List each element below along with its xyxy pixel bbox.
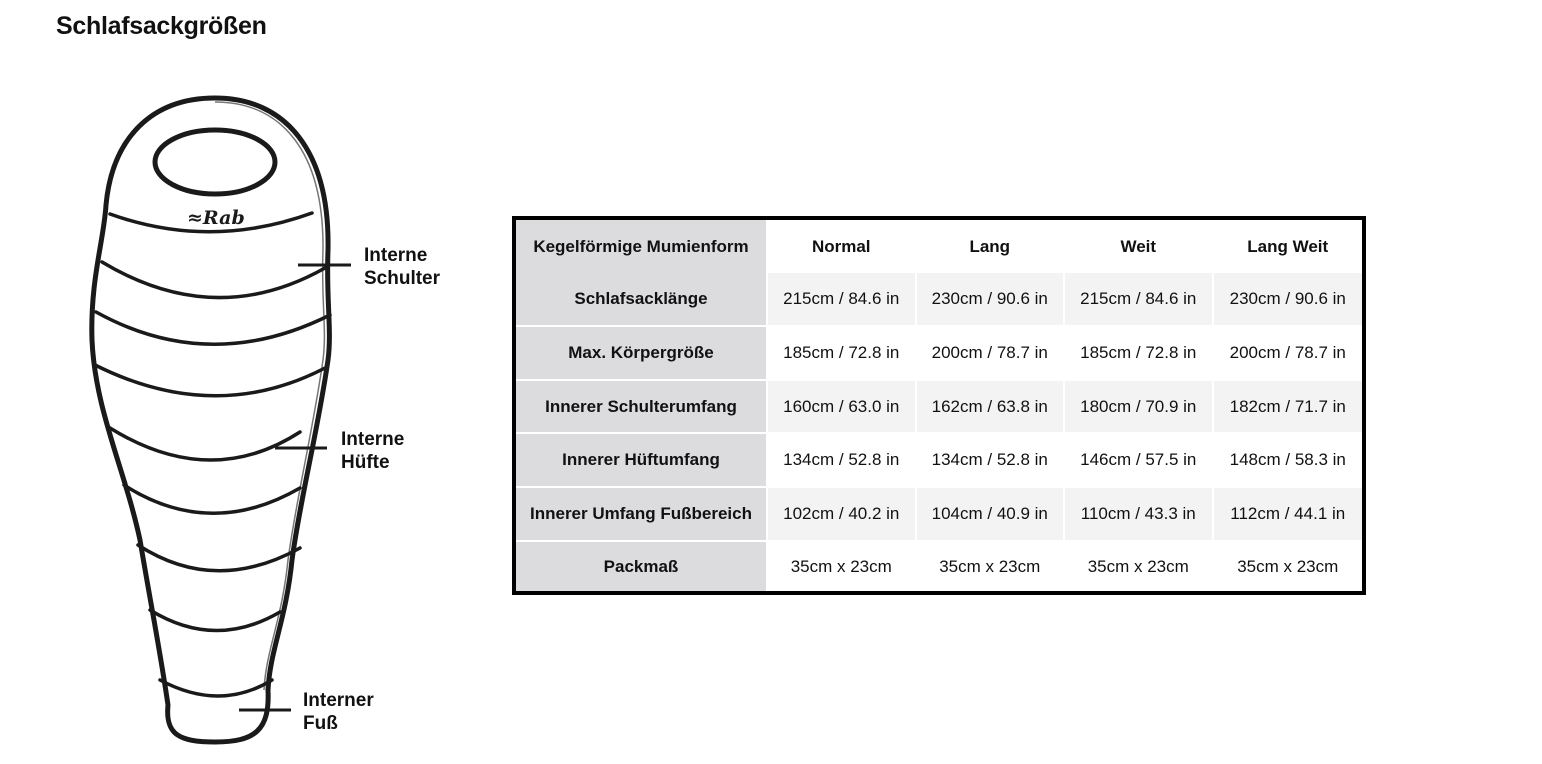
row-label: Innerer Hüftumfang bbox=[516, 434, 768, 488]
callout-hip-line2: Hüfte bbox=[341, 452, 390, 473]
table-cell: 134cm / 52.8 in bbox=[768, 434, 917, 488]
table-row bbox=[516, 542, 1362, 591]
table-cell: 112cm / 44.1 in bbox=[1214, 488, 1363, 542]
brand-logo: ≈Rab bbox=[187, 207, 245, 229]
table-cell: 230cm / 90.6 in bbox=[1214, 273, 1363, 327]
table-cell: 148cm / 58.3 in bbox=[1214, 434, 1363, 488]
callout-foot bbox=[303, 689, 374, 735]
table-cell: 185cm / 72.8 in bbox=[1065, 327, 1214, 381]
table-cell: 230cm / 90.6 in bbox=[917, 273, 1066, 327]
sleeping-bag-diagram bbox=[0, 0, 470, 764]
callout-hip bbox=[341, 428, 404, 474]
row-label: Schlafsacklänge bbox=[516, 273, 768, 327]
table-cell: 35cm x 23cm bbox=[768, 542, 917, 591]
row-label: Packmaß bbox=[516, 542, 768, 591]
table-corner-header: Kegelförmige Mumienform bbox=[516, 220, 768, 273]
callout-hip-line1: Interne bbox=[341, 429, 405, 450]
size-table-container bbox=[512, 216, 1366, 595]
table-row bbox=[516, 327, 1362, 381]
table-cell: 134cm / 52.8 in bbox=[917, 434, 1066, 488]
page-title: Schlafsackgrößen bbox=[56, 12, 267, 40]
table-cell: 185cm / 72.8 in bbox=[768, 327, 917, 381]
table-row bbox=[516, 434, 1362, 488]
callout-shoulder-line2: Schulter bbox=[364, 268, 441, 289]
row-label: Innerer Umfang Fußbereich bbox=[516, 488, 768, 542]
sleeping-bag-illustration bbox=[0, 0, 470, 764]
table-cell: 200cm / 78.7 in bbox=[917, 327, 1066, 381]
table-cell: 35cm x 23cm bbox=[917, 542, 1066, 591]
table-cell: 160cm / 63.0 in bbox=[768, 381, 917, 435]
callout-shoulder bbox=[364, 244, 440, 290]
table-cell: 182cm / 71.7 in bbox=[1214, 381, 1363, 435]
column-header-normal: Normal bbox=[768, 220, 917, 273]
table-cell: 35cm x 23cm bbox=[1065, 542, 1214, 591]
baffle-lines bbox=[95, 213, 330, 696]
table-cell: 215cm / 84.6 in bbox=[768, 273, 917, 327]
table-header-row bbox=[516, 220, 1362, 273]
column-header-lang: Lang bbox=[917, 220, 1066, 273]
column-header-weit: Weit bbox=[1065, 220, 1214, 273]
callout-foot-line2: Fuß bbox=[303, 713, 338, 734]
table-cell: 104cm / 40.9 in bbox=[917, 488, 1066, 542]
table-row bbox=[516, 381, 1362, 435]
table-cell: 35cm x 23cm bbox=[1214, 542, 1363, 591]
row-label: Max. Körpergröße bbox=[516, 327, 768, 381]
table-cell: 162cm / 63.8 in bbox=[917, 381, 1066, 435]
table-row bbox=[516, 488, 1362, 542]
table-row bbox=[516, 273, 1362, 327]
column-header-lang-weit: Lang Weit bbox=[1214, 220, 1363, 273]
table-cell: 180cm / 70.9 in bbox=[1065, 381, 1214, 435]
hood-opening bbox=[155, 130, 275, 194]
table-cell: 200cm / 78.7 in bbox=[1214, 327, 1363, 381]
callout-foot-line1: Interner bbox=[303, 690, 374, 711]
size-table bbox=[516, 220, 1362, 591]
table-cell: 215cm / 84.6 in bbox=[1065, 273, 1214, 327]
table-cell: 102cm / 40.2 in bbox=[768, 488, 917, 542]
table-cell: 110cm / 43.3 in bbox=[1065, 488, 1214, 542]
table-cell: 146cm / 57.5 in bbox=[1065, 434, 1214, 488]
callout-shoulder-line1: Interne bbox=[364, 245, 428, 266]
row-label: Innerer Schulterumfang bbox=[516, 381, 768, 435]
